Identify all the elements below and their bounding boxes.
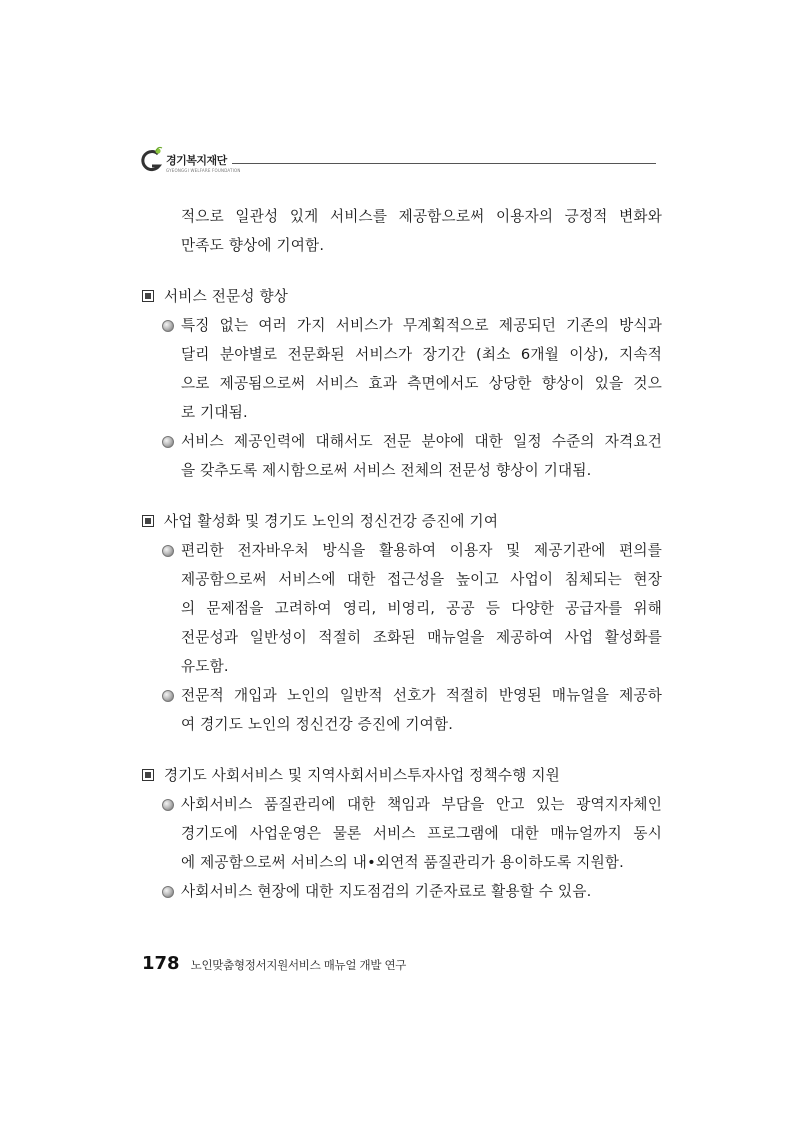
list-item-text: 사회서비스 현장에 대한 지도점검의 기준자료로 활용할 수 있음. [181,883,592,900]
list-item [142,790,662,819]
body-line: 에 제공함으로써 서비스의 내•외연적 품질관리가 용이하도록 지원함. [181,854,625,871]
round-bullet-icon [162,545,174,557]
header-divider [232,163,656,164]
section-heading-text: 경기도 사회서비스 및 지역사회서비스투자사업 정책수행 지원 [164,767,560,784]
list-item-text: 전문적 개입과 노인의 일반적 선호가 적절히 반영된 매뉴얼을 제공하 [181,687,662,704]
round-bullet-icon [162,320,174,332]
body-line: 달리 분야별로 전문화된 서비스가 장기간 (최소 6개월 이상), 지속적 [181,346,662,363]
body-line: 제공함으로써 서비스에 대한 접근성을 높이고 사업이 침체되는 현장 [181,571,662,588]
section-heading [142,507,662,536]
list-item [142,427,662,456]
body-line: 유도함. [181,658,229,675]
list-item [142,536,662,565]
org-name: 경기복지재단 [166,154,227,167]
section-heading [142,761,662,790]
page-header [138,146,656,186]
page-body [142,202,662,906]
body-line: 여 경기도 노인의 정신건강 증진에 기여함. [181,716,454,733]
page-number: 178 [142,953,180,974]
list-item [142,877,662,906]
foundation-logo-icon [138,146,164,176]
list-item-text: 특징 없는 여러 가지 서비스가 무계획적으로 제공되던 기존의 방식과 [181,317,662,334]
round-bullet-icon [162,436,174,448]
body-line: 전문성과 일반성이 적절히 조화된 매뉴얼을 제공하여 사업 활성화를 [181,629,662,646]
page-footer [142,953,406,974]
square-bullet-icon [142,515,154,527]
org-subtitle: GYEONGGI WELFARE FOUNDATION [166,168,241,173]
round-bullet-icon [162,690,174,702]
list-item [142,311,662,340]
body-line: 만족도 향상에 기여함. [181,237,325,254]
body-line: 을 갖추도록 제시함으로써 서비스 전체의 전문성 향상이 기대됨. [181,462,592,479]
section-heading-text: 사업 활성화 및 경기도 노인의 정신건강 증진에 기여 [164,513,499,530]
body-line: 의 문제점을 고려하여 영리, 비영리, 공공 등 다양한 공급자를 위해 [181,600,662,617]
list-item-text: 사회서비스 품질관리에 대한 책임과 부담을 안고 있는 광역지자체인 [181,796,662,813]
body-line: 경기도에 사업운영은 물론 서비스 프로그램에 대한 매뉴얼까지 동시 [181,825,662,842]
square-bullet-icon [142,769,154,781]
section-heading [142,282,662,311]
list-item-text: 서비스 제공인력에 대해서도 전문 분야에 대한 일정 수준의 자격요건 [181,433,662,450]
list-item-text: 편리한 전자바우처 방식을 활용하여 이용자 및 제공기관에 편의를 [181,542,662,559]
round-bullet-icon [162,799,174,811]
round-bullet-icon [162,886,174,898]
list-item [142,681,662,710]
document-title: 노인맞춤형정서지원서비스 매뉴얼 개발 연구 [190,958,407,972]
body-line: 으로 제공됨으로써 서비스 효과 측면에서도 상당한 향상이 있을 것으 [181,375,662,392]
section-heading-text: 서비스 전문성 향상 [164,288,289,305]
body-line: 적으로 일관성 있게 서비스를 제공함으로써 이용자의 긍정적 변화와 [181,208,662,225]
square-bullet-icon [142,290,154,302]
body-line: 로 기대됨. [181,404,248,421]
